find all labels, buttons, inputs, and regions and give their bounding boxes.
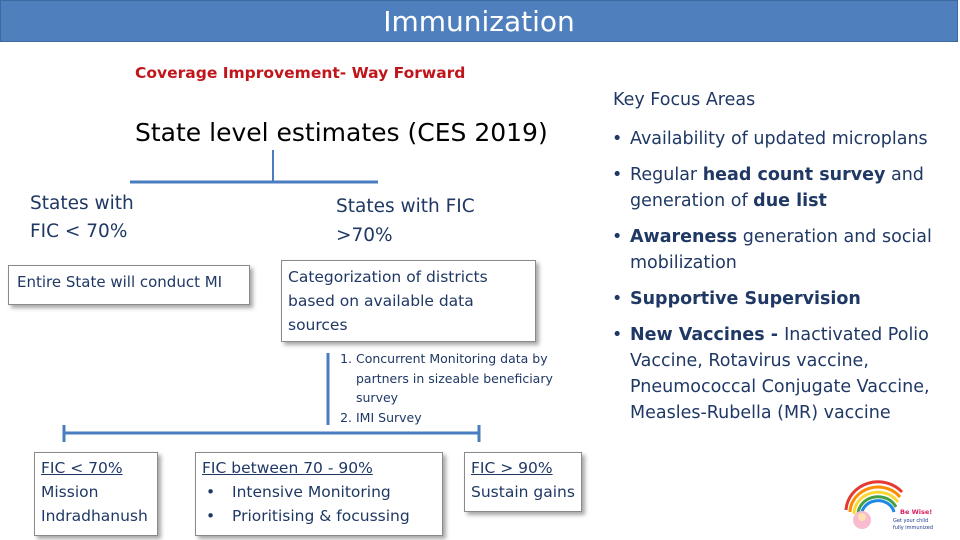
focus-item-supervision: • Supportive Supervision bbox=[612, 289, 861, 309]
focus-item-microplans: • Availability of updated microplans bbox=[612, 129, 928, 149]
key-focus-heading: Key Focus Areas bbox=[613, 90, 756, 110]
fic-mid-heading: FIC between 70 - 90% bbox=[202, 459, 373, 477]
box-fic-below-70 bbox=[34, 452, 158, 536]
group-right-line2: >70% bbox=[336, 225, 393, 246]
logo-line1: Be Wise! bbox=[900, 508, 933, 516]
fic-high-line: Sustain gains bbox=[471, 483, 575, 501]
immunization-logo bbox=[838, 470, 933, 536]
fic-low-heading: FIC < 70% bbox=[41, 459, 123, 477]
group-fic-below-70 bbox=[30, 190, 134, 246]
fic-high-heading: FIC > 90% bbox=[471, 459, 553, 477]
box-fic-above-90 bbox=[464, 452, 582, 512]
box-cat-line: based on available data bbox=[288, 292, 474, 310]
focus-item-head-count: • Regular head count survey and generation of due list bbox=[612, 165, 924, 211]
fic-mid-bullet: • Prioritising & focussing bbox=[206, 507, 410, 525]
box-entire-state-mi: Entire State will conduct MI bbox=[8, 265, 250, 305]
group-right-line1: States with FIC bbox=[336, 196, 475, 217]
fic-low-line: Mission bbox=[41, 483, 99, 501]
source-item: 2. IMI Survey bbox=[356, 408, 568, 428]
group-left-line2: FIC < 70% bbox=[30, 221, 128, 242]
logo-line2: Get your child bbox=[893, 518, 929, 524]
source-item: 1. Concurrent Monitoring data by partners in sizeable beneficiary survey bbox=[356, 349, 568, 408]
group-left-line1: States with bbox=[30, 193, 134, 214]
key-focus-list bbox=[612, 126, 952, 436]
box-cat-line: Categorization of districts bbox=[288, 268, 488, 286]
fic-mid-bullet: • Intensive Monitoring bbox=[206, 483, 391, 501]
data-sources-list bbox=[336, 349, 568, 427]
box-fic-70-90 bbox=[195, 452, 443, 536]
box-categorization bbox=[281, 260, 536, 342]
box-cat-line: sources bbox=[288, 316, 348, 334]
focus-item-awareness: • Awareness generation and social mobilization bbox=[612, 227, 932, 273]
page-title: Immunization bbox=[383, 5, 575, 38]
estimates-title: State level estimates (CES 2019) bbox=[135, 118, 548, 147]
focus-item-new-vaccines: • New Vaccines - Inactivated Polio Vaccine, Rotavirus vaccine, Pneumococcal Conjugate Vaccine, Measles-Rubella (MR) vaccine bbox=[612, 325, 930, 423]
fic-low-line: Indradhanush bbox=[41, 507, 148, 525]
logo-line3: fully immunized bbox=[893, 525, 933, 531]
subtitle: Coverage Improvement- Way Forward bbox=[135, 64, 466, 82]
group-fic-above-70 bbox=[336, 192, 475, 250]
